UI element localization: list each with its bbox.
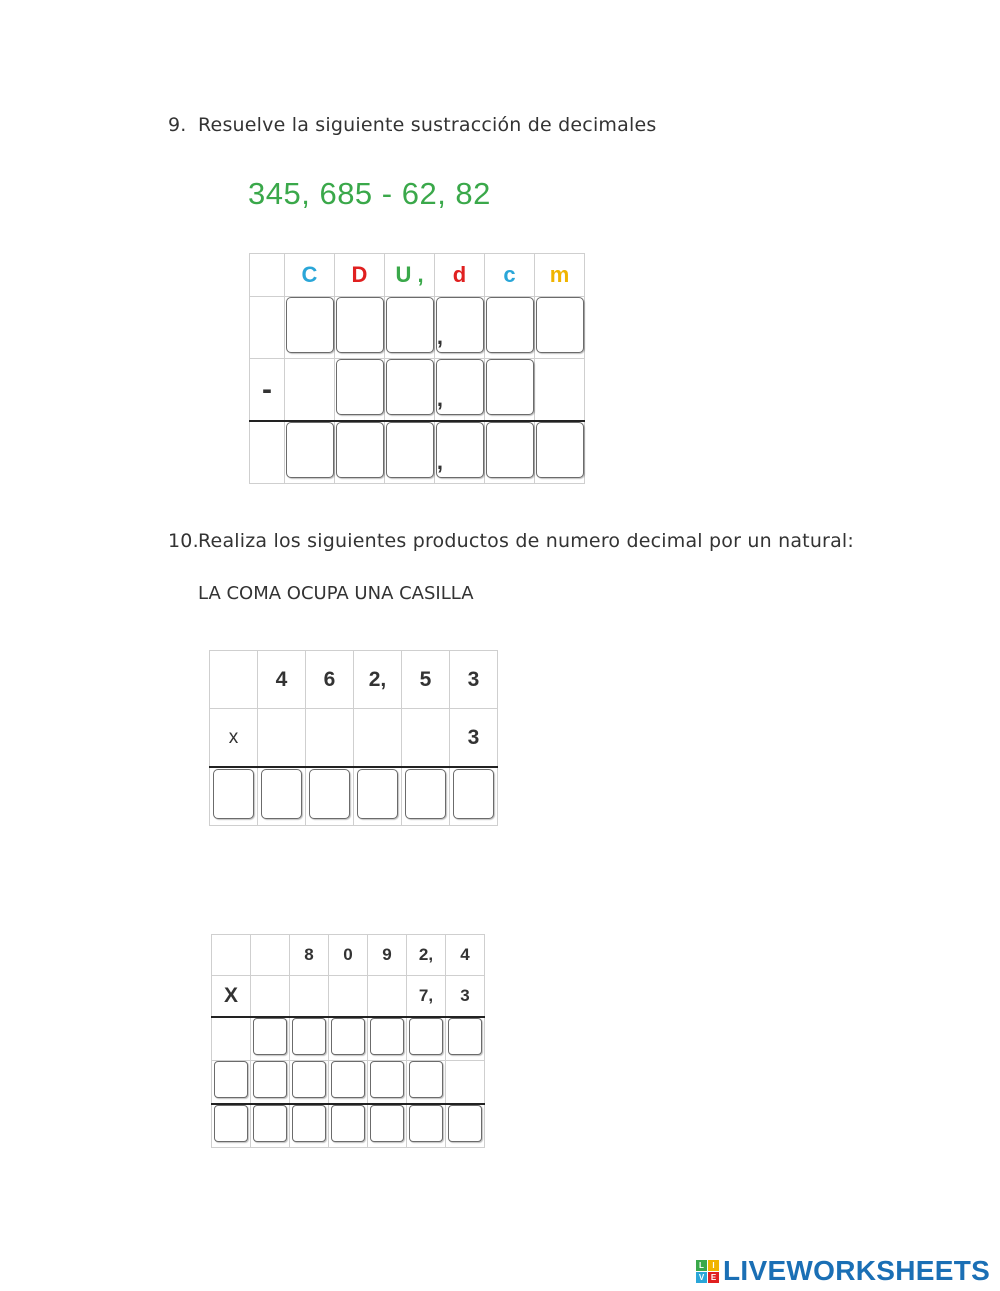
answer-box[interactable] [357,769,398,819]
answer-box[interactable] [409,1105,443,1142]
digit: 3 [450,709,498,768]
header-u: U , [385,254,435,297]
empty-cell [250,297,285,359]
subtraction-expression: 345, 685 - 62, 82 [248,176,491,211]
answer-box[interactable] [253,1061,287,1098]
digit: 5 [402,651,450,709]
answer-box[interactable] [331,1105,365,1142]
empty-cell [258,709,306,768]
digit: 0 [329,935,368,976]
answer-box[interactable] [214,1105,248,1142]
digit: 4 [258,651,306,709]
answer-box[interactable] [253,1105,287,1142]
liveworksheets-logo [696,1255,990,1287]
header-centesimas: c [485,254,535,297]
logo-text: LIVEWORKSHEETS [723,1255,991,1286]
answer-box[interactable] [261,769,302,819]
answer-box[interactable] [214,1061,248,1098]
logo-mark-icon: L I V E [696,1260,719,1283]
answer-box[interactable] [336,422,384,478]
answer-box[interactable] [292,1018,326,1055]
empty-cell [354,709,402,768]
answer-box[interactable] [386,297,434,353]
empty-cell [212,1017,251,1061]
question-9 [168,114,656,136]
empty-cell [250,421,285,484]
multiplication-table-2 [211,934,485,1148]
header-d: D [335,254,385,297]
digit: 8 [290,935,329,976]
instruction: LA COMA OCUPA UNA CASILLA [198,583,474,604]
digit: 3 [446,976,485,1018]
question-number: 10. [168,530,199,552]
empty-cell [285,359,335,422]
header-milesimas: m [535,254,585,297]
multiply-sign: X [212,976,251,1018]
answer-box[interactable] [486,297,534,353]
answer-box[interactable] [336,359,384,415]
answer-box[interactable] [448,1105,482,1142]
answer-box[interactable] [292,1105,326,1142]
empty-cell [251,935,290,976]
header-decimas: d [435,254,485,297]
answer-box[interactable] [286,422,334,478]
answer-box[interactable] [370,1061,404,1098]
answer-box[interactable] [405,769,446,819]
empty-cell [212,935,251,976]
digit: 3 [450,651,498,709]
question-10 [168,530,854,552]
empty-cell [306,709,354,768]
multiply-sign: x [210,709,258,768]
header-c: C [285,254,335,297]
minus-sign: - [250,359,285,422]
answer-box[interactable] [213,769,254,819]
empty-cell [329,976,368,1018]
answer-box[interactable] [370,1105,404,1142]
multiplication-table-1 [209,650,498,826]
question-number: 9. [168,114,187,136]
empty-cell [368,976,407,1018]
empty-cell [402,709,450,768]
answer-box[interactable] [253,1018,287,1055]
digit: 2, [354,651,402,709]
answer-box[interactable] [536,297,584,353]
digit: 7, [407,976,446,1018]
answer-box[interactable] [486,359,534,415]
empty-cell [251,976,290,1018]
empty-cell [290,976,329,1018]
decimal-comma: , [436,449,443,474]
digit: 2, [407,935,446,976]
empty-cell [535,359,585,422]
answer-box[interactable] [292,1061,326,1098]
answer-box[interactable] [336,297,384,353]
digit: 9 [368,935,407,976]
answer-box[interactable] [370,1018,404,1055]
subtraction-table [249,253,585,484]
answer-box[interactable] [309,769,350,819]
digit: 4 [446,935,485,976]
answer-box[interactable] [386,359,434,415]
answer-box[interactable] [386,422,434,478]
answer-box[interactable] [536,422,584,478]
decimal-comma: , [436,386,443,411]
answer-box[interactable] [286,297,334,353]
digit: 6 [306,651,354,709]
question-text: Resuelve la siguiente sustracción de decimales [198,114,657,136]
empty-cell [250,254,285,297]
empty-cell [210,651,258,709]
answer-box[interactable] [453,769,494,819]
answer-box[interactable] [331,1018,365,1055]
answer-box[interactable] [448,1018,482,1055]
empty-cell [446,1061,485,1105]
answer-box[interactable] [331,1061,365,1098]
answer-box[interactable] [409,1018,443,1055]
question-text: Realiza los siguientes productos de numero decimal por un natural: [198,530,854,552]
answer-box[interactable] [486,422,534,478]
decimal-comma: , [436,324,443,349]
answer-box[interactable] [409,1061,443,1098]
